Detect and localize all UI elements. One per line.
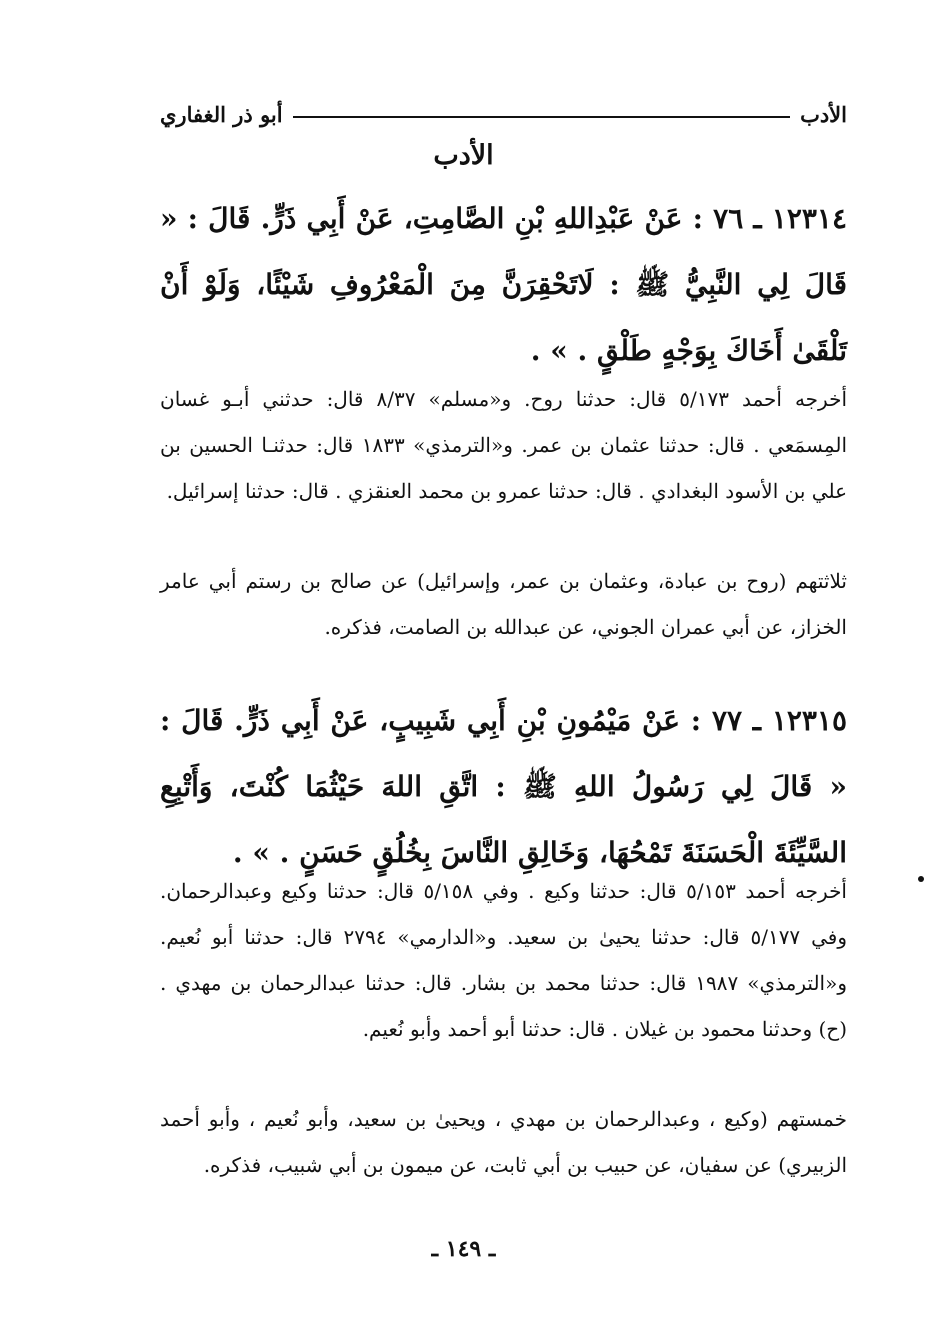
takhrij-2: أخرجه أحمد ٥/١٥٣ قال: حدثنا وكيع . وفي ٥/١٥٨ قال: حدثنا وكيع وعبدالرحمان. وفي ٥/١٧٧ قال: حدثنا يحيىٰ بن سعيد. و«الدارمي» ٢٧٩٤ قال: حدثنا أبو نُعيم. و«الترمذي» ١٩٨٧ قال: حدثنا محمد بن بشار. قال: حدثنا عبدالرحمان بن مهدي . (ح) وحدثنا محمود بن غيلان . قال: حدثنا أبو أحمد وأبو نُعيم.: [160, 879, 847, 1041]
summary-2: خمستهم (وكيع ، وعبدالرحمان بن مهدي ، ويحيىٰ بن سعيد، وأبو نُعيم ، وأبو أحمد الزبيري) عن سفيان، عن حبيب بن أبي ثابت، عن ميمون بن أبي شبيب، فذكره.: [160, 1107, 847, 1177]
page-number: ـ ١٤٩ ـ: [431, 1236, 496, 1262]
takhrij-1: أخرجه أحمد ٥/١٧٣ قال: حدثنا روح. و«مسلم» ٨/٣٧ قال: حدثني أبـو غسان المِسمَعي . قال: حدثنا عثمان بن عمر. و«الترمذي» ١٨٣٣ قال: حدثنـا الحسين بن علي بن الأسود البغدادي . قال: حدثنا عمرو بن محمد العنقزي . قال: حدثنا إسرائيل.: [160, 387, 847, 503]
header-author: أبو ذر الغفاري: [160, 101, 283, 127]
header-section: الأدب: [800, 101, 847, 127]
chapter-title: الأدب: [433, 140, 494, 171]
running-header: [160, 96, 847, 132]
hadith-text-2: ١٢٣١٥ ـ ٧٧ : عَنْ مَيْمُونِ بْنِ أَبِي شَبِيبٍ، عَنْ أَبِي ذَرٍّ. قَالَ : « قَالَ لِي رَسُولُ اللهِ ﷺ : اتَّقِ اللهَ حَيْثُمَا كُنْتَ، وَأَتْبِعِ السَّيِّئَةَ الْحَسَنَةَ تَمْحُهَا، وَخَالِقِ النَّاسَ بِخُلُقٍ حَسَنٍ . » .: [160, 704, 848, 869]
summary-1: ثلاثتهم (روح بن عبادة، وعثمان بن عمر، وإسرائيل) عن صالح بن رستم أبي عامر الخزاز، عن أبي عمران الجوني، عن عبدالله بن الصامت، فذكره.: [160, 569, 847, 639]
header-rule: [293, 116, 790, 118]
scan-speck: [918, 876, 924, 882]
hadith-text-1: ١٢٣١٤ ـ ٧٦ : عَنْ عَبْدِاللهِ بْنِ الصَّامِتِ، عَنْ أَبِي ذَرٍّ. قَالَ : « قَالَ لِي النَّبِيُّ ﷺ : لَاتَحْقِرَنَّ مِنَ الْمَعْرُوفِ شَيْئًا، وَلَوْ أَنْ تَلْقَىٰ أَخَاكَ بِوَجْهٍ طَلْقٍ . » .: [160, 202, 847, 367]
